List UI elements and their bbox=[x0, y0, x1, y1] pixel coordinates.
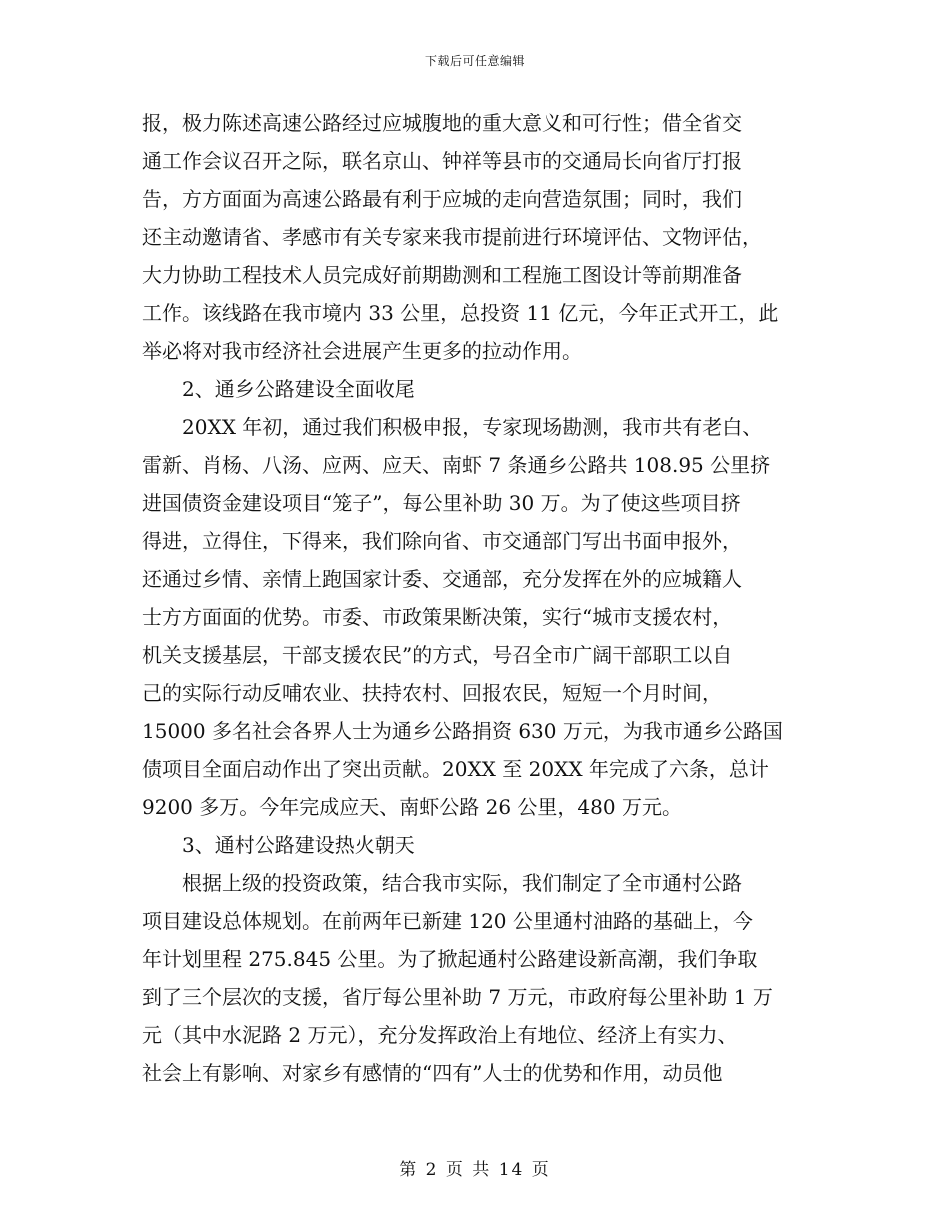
text-line: 通工作会议召开之际，联名京山、钟祥等县市的交通局长向省厅打报 bbox=[142, 149, 742, 173]
text-line: 项目建设总体规划。在前两年已新建 120 公里通村油路的基础上，今 bbox=[142, 909, 753, 933]
page-header: 下载后可任意编辑 bbox=[424, 54, 525, 68]
text-line: 15000 多名社会各界人士为通乡公路捐资 630 万元，为我市通乡公路国 bbox=[142, 719, 783, 743]
text-line: 20XX 年初，通过我们积极申报，专家现场勘测，我市共有老白、 bbox=[182, 415, 763, 439]
text-line: 告，方方面面为高速公路最有利于应城的走向营造氛围；同时，我们 bbox=[142, 187, 742, 211]
document-body bbox=[142, 104, 810, 1092]
text-line: 元（其中水泥路 2 万元），充分发挥政治上有地位、经济上有实力、 bbox=[142, 1023, 738, 1047]
text-line: 年计划里程 275.845 公里。为了掀起通村公路建设新高潮，我们争取 bbox=[142, 947, 758, 971]
text-line: 3、通村公路建设热火朝天 bbox=[182, 833, 415, 857]
text-line: 己的实际行动反哺农业、扶持农村、回报农民，短短一个月时间， bbox=[142, 681, 722, 705]
text-line: 雷新、肖杨、八汤、应两、应天、南虾 7 条通乡公路共 108.95 公里挤 bbox=[142, 453, 771, 477]
page-footer: 第 2 页 共 14 页 bbox=[399, 1160, 551, 1180]
text-line: 社会上有影响、对家乡有感情的“四有”人士的优势和作用，动员他 bbox=[142, 1061, 723, 1085]
text-line: 工作。该线路在我市境内 33 公里，总投资 11 亿元，今年正式开工，此 bbox=[142, 301, 779, 325]
text-line: 到了三个层次的支援，省厅每公里补助 7 万元，市政府每公里补助 1 万 bbox=[142, 985, 773, 1009]
text-line: 大力协助工程技术人员完成好前期勘测和工程施工图设计等前期准备 bbox=[142, 263, 742, 287]
text-line: 举必将对我市经济社会进展产生更多的拉动作用。 bbox=[142, 339, 582, 363]
text-line: 根据上级的投资政策，结合我市实际，我们制定了全市通村公路 bbox=[182, 871, 742, 895]
text-line: 得进，立得住，下得来，我们除向省、市交通部门写出书面申报外， bbox=[142, 529, 742, 553]
text-line: 报，极力陈述高速公路经过应城腹地的重大意义和可行性；借全省交 bbox=[142, 111, 742, 135]
text-line: 还主动邀请省、孝感市有关专家来我市提前进行环境评估、文物评估， bbox=[142, 225, 762, 249]
text-line: 2、通乡公路建设全面收尾 bbox=[182, 377, 415, 401]
text-line: 债项目全面启动作出了突出贡献。20XX 至 20XX 年完成了六条，总计 bbox=[142, 757, 769, 781]
text-line: 士方方面面的优势。市委、市政策果断决策，实行“城市支援农村， bbox=[142, 605, 733, 629]
text-line: 9200 多万。今年完成应天、南虾公路 26 公里，480 万元。 bbox=[142, 795, 682, 819]
text-line: 进国债资金建设项目“笼子”，每公里补助 30 万。为了使这些项目挤 bbox=[142, 491, 741, 515]
text-line: 还通过乡情、亲情上跑国家计委、交通部，充分发挥在外的应城籍人 bbox=[142, 567, 742, 591]
text-line: 机关支援基层，干部支援农民”的方式，号召全市广阔干部职工以自 bbox=[142, 643, 733, 667]
